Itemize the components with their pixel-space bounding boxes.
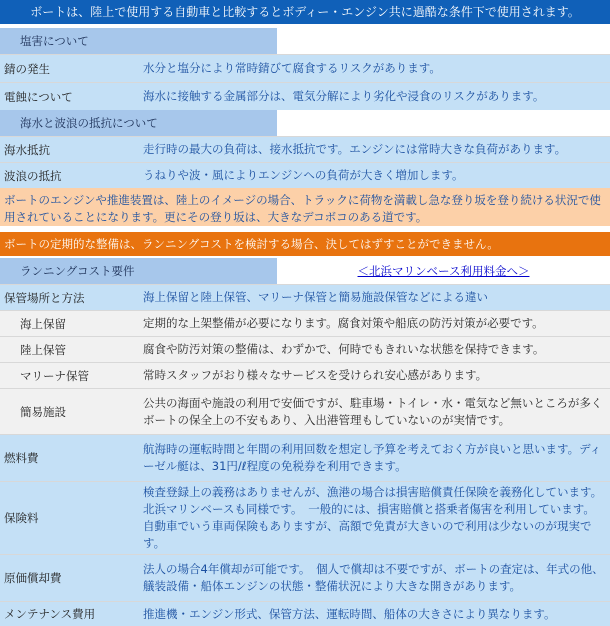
row-value: 航海時の運転時間と年間の利用回数を想定し予算を考えておく方が良いと思います。ディーゼル艇は、31円/ℓ程度の免税券を利用できます。 [137, 435, 610, 481]
row-value: 水分と塩分により常時錆びて腐食するリスクがあります。 [137, 55, 610, 82]
price-link[interactable]: ＜北浜マリンベース利用料金へ＞ [357, 264, 530, 278]
row-label: マリーナ保管 [0, 363, 137, 388]
row-label: 錆の発生 [0, 55, 137, 82]
row-label: 原価償却費 [0, 555, 137, 601]
row-label: 保険料 [0, 482, 137, 554]
table-row [0, 554, 610, 601]
maintenance-banner: ボートの定期的な整備は、ランニングコストを検討する場合、決してはずすことができません。 [0, 232, 610, 256]
table-row [0, 284, 610, 310]
wave-section-title: 海水と波浪の抵抗について [0, 110, 277, 136]
table-row [0, 162, 610, 188]
running-section-title: ランニングコスト要件 [0, 258, 277, 284]
row-label: 電蝕について [0, 83, 137, 110]
note-box: ボートのエンジンや推進装置は、陸上のイメージの場合、トラックに荷物を満載し急な登り坂を登り続ける状況で使用されていることになります。更にその登り坂は、大きなデコボコのある道です。 [0, 188, 610, 226]
row-label: 燃料費 [0, 435, 137, 481]
table-row [0, 54, 610, 82]
table-row [0, 336, 610, 362]
row-label: メンテナンス費用 [0, 602, 137, 626]
top-banner: ボートは、陸上で使用する自動車と比較するとボディー・エンジン共に過酷な条件下で使用されます。 [0, 0, 610, 24]
row-value: 公共の海面や施設の利用で安価ですが、駐車場・トイレ・水・電気など無いところが多くボートの保全上の不安もあり、入出港管理もしていないのが実情です。 [137, 389, 610, 434]
row-label: 陸上保管 [0, 337, 137, 362]
row-value: うねりや波・風によりエンジンへの負荷が大きく増加します。 [137, 163, 610, 188]
running-section-header [0, 258, 610, 284]
row-label: 波浪の抵抗 [0, 163, 137, 188]
table-row [0, 481, 610, 554]
row-label: 海上保留 [0, 311, 137, 336]
row-value: 腐食や防汚対策の整備は、わずかで、何時でもきれいな状態を保持できます。 [137, 337, 610, 362]
row-value: 検査登録上の義務はありませんが、漁港の場合は損害賠償責任保険を義務化しています。北浜マリンベースも同様です。 一般的には、損害賠償と搭乗者傷害を利用しています。自動車でいう車両保険もありますが、高額で免責が大きいので利用は少ないのが現実です。 [137, 482, 610, 554]
row-value: 海上保留と陸上保管、マリーナ保管と簡易施設保管などによる違い [137, 285, 610, 310]
row-value: 推進機・エンジン形式、保管方法、運転時間、船体の大きさにより異なります。 [137, 602, 610, 626]
row-label: 海水抵抗 [0, 137, 137, 162]
row-value: 海水に接触する金属部分は、電気分解により劣化や浸食のリスクがあります。 [137, 83, 610, 110]
table-row [0, 388, 610, 434]
row-value: 走行時の最大の負荷は、接水抵抗です。エンジンには常時大きな負荷があります。 [137, 137, 610, 162]
salt-section-header [0, 28, 610, 54]
table-row [0, 434, 610, 481]
row-value: 法人の場合4年償却が可能です。 個人で償却は不要ですが、ボートの査定は、年式の他、艤装設備・船体エンジンの状態・整備状況により大きな開きがあります。 [137, 555, 610, 601]
row-label: 簡易施設 [0, 389, 137, 434]
row-value: 常時スタッフがおり様々なサービスを受けられ安心感があります。 [137, 363, 610, 388]
row-value: 定期的な上架整備が必要になります。腐食対策や船底の防汚対策が必要です。 [137, 311, 610, 336]
link-cell [277, 258, 610, 284]
table-row [0, 82, 610, 110]
table-row [0, 136, 610, 162]
table-row [0, 310, 610, 336]
row-label: 保管場所と方法 [0, 285, 137, 310]
table-row [0, 601, 610, 626]
table-row [0, 362, 610, 388]
salt-section-title: 塩害について [0, 28, 277, 54]
wave-section-header [0, 110, 610, 136]
